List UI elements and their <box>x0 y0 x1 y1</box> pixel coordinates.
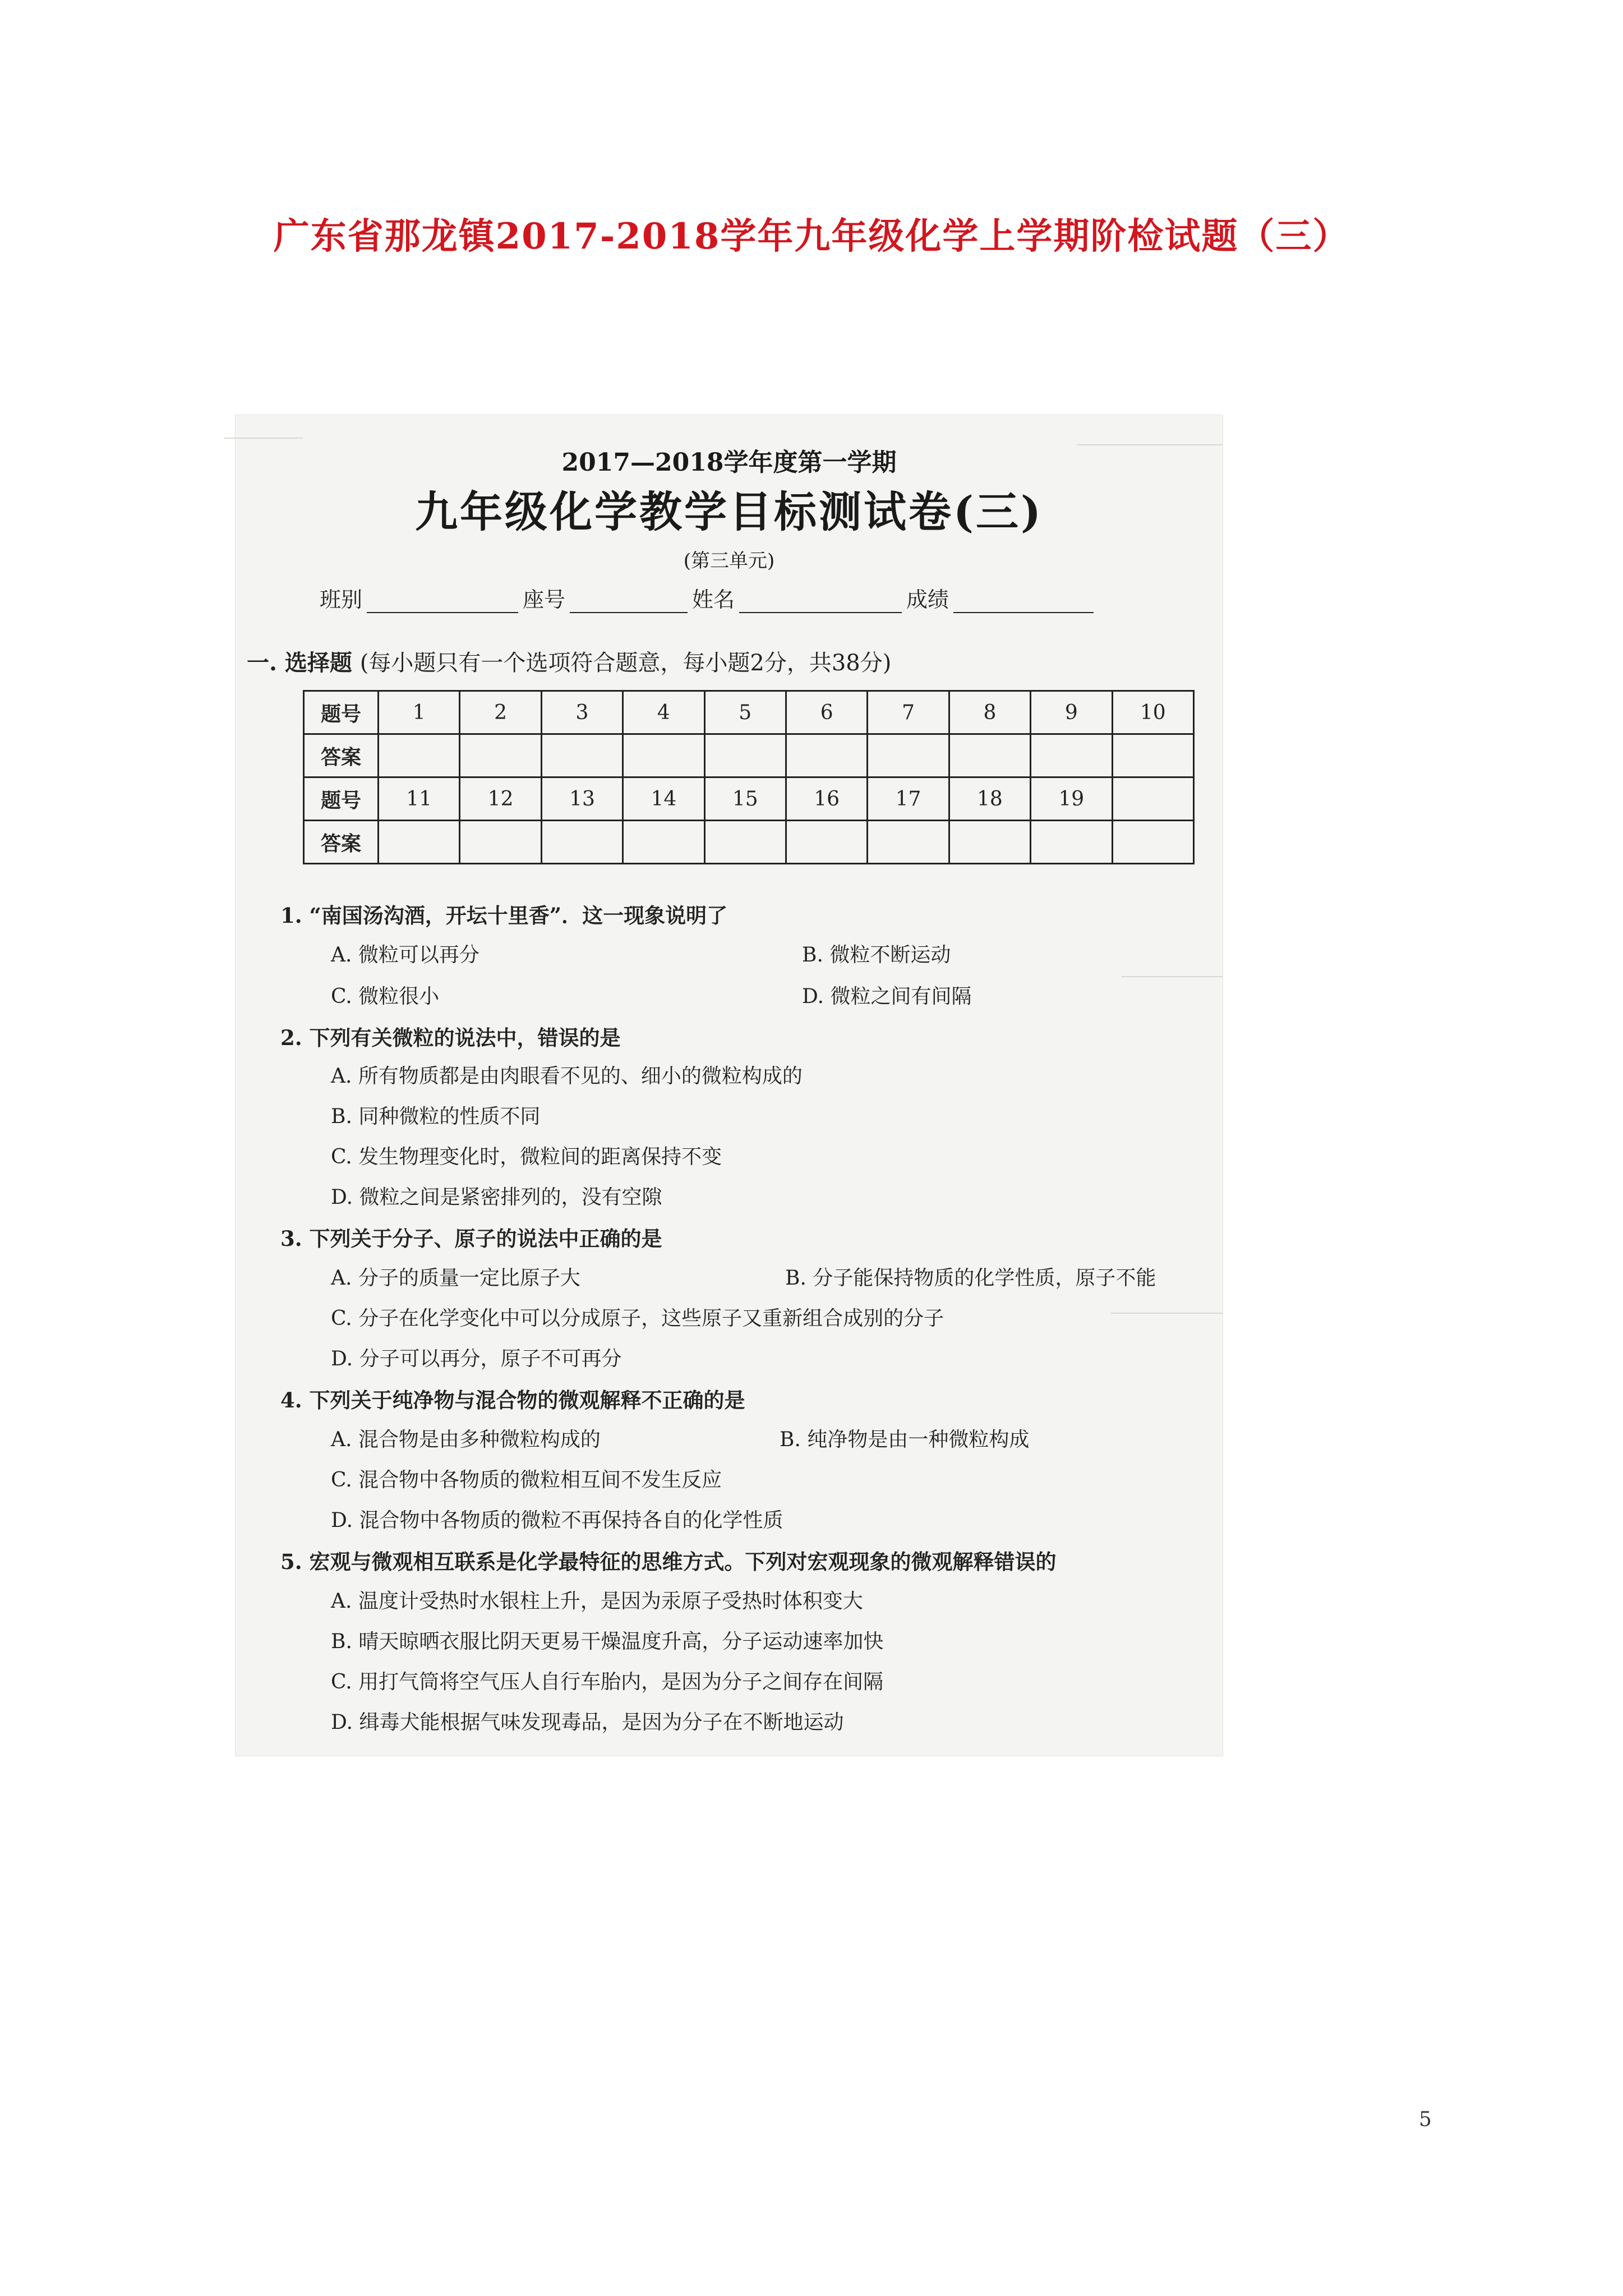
answer-cell[interactable] <box>704 821 786 864</box>
exam-main-title: 九年级化学教学目标测试卷(三) <box>415 487 1043 537</box>
question-number-cell: 8 <box>949 691 1030 734</box>
answer-cell[interactable] <box>460 734 541 777</box>
bleed-through-line <box>224 438 303 439</box>
answer-cell[interactable] <box>623 734 704 777</box>
answer-grid-table <box>303 690 1195 864</box>
score-label: 成绩 <box>906 587 949 612</box>
option-b[interactable]: B. 同种微粒的性质不同 <box>331 1105 541 1128</box>
option-d[interactable]: D. 分子可以再分，原子不可再分 <box>331 1347 622 1370</box>
question-number-cell: 16 <box>786 777 867 821</box>
class-blank[interactable] <box>367 590 518 613</box>
question-number-cell: 13 <box>541 777 623 821</box>
question-number-cell: 10 <box>1112 691 1193 734</box>
option-d[interactable]: D. 缉毒犬能根据气味发现毒品，是因为分子在不断地运动 <box>331 1711 844 1734</box>
question-number-cell: 14 <box>623 777 704 821</box>
question-stem: 2. 下列有关微粒的说法中，错误的是 <box>280 1025 621 1050</box>
class-label: 班别 <box>320 587 363 612</box>
option-a[interactable]: A. 微粒可以再分 <box>331 944 479 967</box>
option-d[interactable]: D. 微粒之间是紧密排列的，没有空隙 <box>331 1186 662 1209</box>
option-b[interactable]: B. 纯净物是由一种微粒构成 <box>780 1428 1030 1451</box>
answer-cell[interactable] <box>460 821 541 864</box>
seat-label: 座号 <box>523 587 566 612</box>
question-number-cell: 4 <box>623 691 704 734</box>
question-number-cell: 1 <box>379 691 460 734</box>
question-number-cell: 9 <box>1031 691 1112 734</box>
option-b[interactable]: B. 晴天晾晒衣服比阴天更易干燥温度升高，分子运动速率加快 <box>331 1630 884 1653</box>
answer-cell[interactable] <box>786 821 867 864</box>
answer-cell[interactable] <box>1112 734 1193 777</box>
answer-cell[interactable] <box>1112 821 1193 864</box>
answer-cell[interactable] <box>868 821 949 864</box>
table-row <box>304 777 1194 821</box>
question-number-cell: 2 <box>460 691 541 734</box>
option-c[interactable]: C. 混合物中各物质的微粒相互间不发生反应 <box>331 1469 722 1492</box>
option-c[interactable]: C. 分子在化学变化中可以分成原子，这些原子又重新组合成别的分子 <box>331 1307 944 1330</box>
answer-cell[interactable] <box>1031 821 1112 864</box>
question-number-cell: 3 <box>541 691 623 734</box>
section-heading <box>247 645 891 677</box>
row-header: 答案 <box>304 734 379 777</box>
question-1 <box>280 899 727 929</box>
question-stem: 4. 下列关于纯净物与混合物的微观解释不正确的是 <box>280 1388 745 1412</box>
question-number-cell: 7 <box>868 691 949 734</box>
score-blank[interactable] <box>953 590 1094 613</box>
exam-year-line: 2017—2018学年度第一学期 <box>561 448 897 477</box>
answer-cell[interactable] <box>949 821 1030 864</box>
question-number-cell: 15 <box>704 777 786 821</box>
row-header: 题号 <box>304 691 379 734</box>
question-number-cell: 11 <box>379 777 460 821</box>
section-note: (每小题只有一个选项符合题意，每小题2分，共38分) <box>359 650 892 676</box>
option-a[interactable]: A. 温度计受热时水银柱上升，是因为汞原子受热时体积变大 <box>331 1590 863 1613</box>
answer-cell[interactable] <box>949 734 1030 777</box>
answer-cell[interactable] <box>623 821 704 864</box>
option-c[interactable]: C. 发生物理变化时，微粒间的距离保持不变 <box>331 1145 722 1168</box>
option-c[interactable]: C. 用打气筒将空气压人自行车胎内，是因为分子之间存在间隔 <box>331 1671 884 1694</box>
option-b[interactable]: B. 微粒不断运动 <box>802 944 951 967</box>
option-c[interactable]: C. 微粒很小 <box>331 985 440 1008</box>
table-row <box>304 734 1194 777</box>
question-number-cell: 6 <box>786 691 867 734</box>
answer-cell[interactable] <box>379 821 460 864</box>
question-number-cell: 19 <box>1031 777 1112 821</box>
row-header: 答案 <box>304 821 379 864</box>
scanned-exam-sheet <box>236 415 1223 1756</box>
question-5 <box>280 1545 1057 1575</box>
table-row <box>304 821 1194 864</box>
page-number: 5 <box>1419 2108 1432 2131</box>
section-title: 一. 选择题 <box>247 650 352 676</box>
question-stem: 5. 宏观与微观相互联系是化学最特征的思维方式。下列对宏观现象的微观解释错误的 <box>280 1549 1057 1574</box>
row-header: 题号 <box>304 777 379 821</box>
document-title: 广东省那龙镇2017-2018学年九年级化学上学期阶检试题（三） <box>273 215 1350 257</box>
answer-cell[interactable] <box>786 734 867 777</box>
question-number-cell: 18 <box>949 777 1030 821</box>
answer-cell[interactable] <box>868 734 949 777</box>
seat-blank[interactable] <box>570 590 688 613</box>
question-4 <box>280 1383 745 1414</box>
question-number-cell: 17 <box>868 777 949 821</box>
option-a[interactable]: A. 所有物质都是由肉眼看不见的、细小的微粒构成的 <box>331 1065 803 1088</box>
option-a[interactable]: A. 分子的质量一定比原子大 <box>331 1267 580 1290</box>
option-a[interactable]: A. 混合物是由多种微粒构成的 <box>331 1428 601 1451</box>
question-number-cell: 12 <box>460 777 541 821</box>
answer-cell[interactable] <box>1031 734 1112 777</box>
name-label: 姓名 <box>692 587 735 612</box>
question-number-cell <box>1112 777 1193 821</box>
question-number-cell: 5 <box>704 691 786 734</box>
table-row <box>304 691 1194 734</box>
answer-cell[interactable] <box>704 734 786 777</box>
option-b[interactable]: B. 分子能保持物质的化学性质，原子不能 <box>785 1267 1156 1290</box>
bleed-through-line <box>1110 1313 1223 1314</box>
question-2 <box>280 1021 621 1051</box>
exam-unit: (第三单元) <box>683 550 775 572</box>
bleed-through-line <box>1122 976 1223 977</box>
option-d[interactable]: D. 微粒之间有间隔 <box>802 985 972 1008</box>
name-blank[interactable] <box>739 590 902 613</box>
answer-cell[interactable] <box>541 734 623 777</box>
answer-cell[interactable] <box>541 821 623 864</box>
answer-cell[interactable] <box>379 734 460 777</box>
question-3 <box>280 1222 662 1252</box>
question-stem: 3. 下列关于分子、原子的说法中正确的是 <box>280 1226 662 1251</box>
question-stem: 1. “南国汤沟酒，开坛十里香”．这一现象说明了 <box>280 903 728 928</box>
student-info-line <box>320 582 1094 613</box>
option-d[interactable]: D. 混合物中各物质的微粒不再保持各自的化学性质 <box>331 1509 783 1532</box>
